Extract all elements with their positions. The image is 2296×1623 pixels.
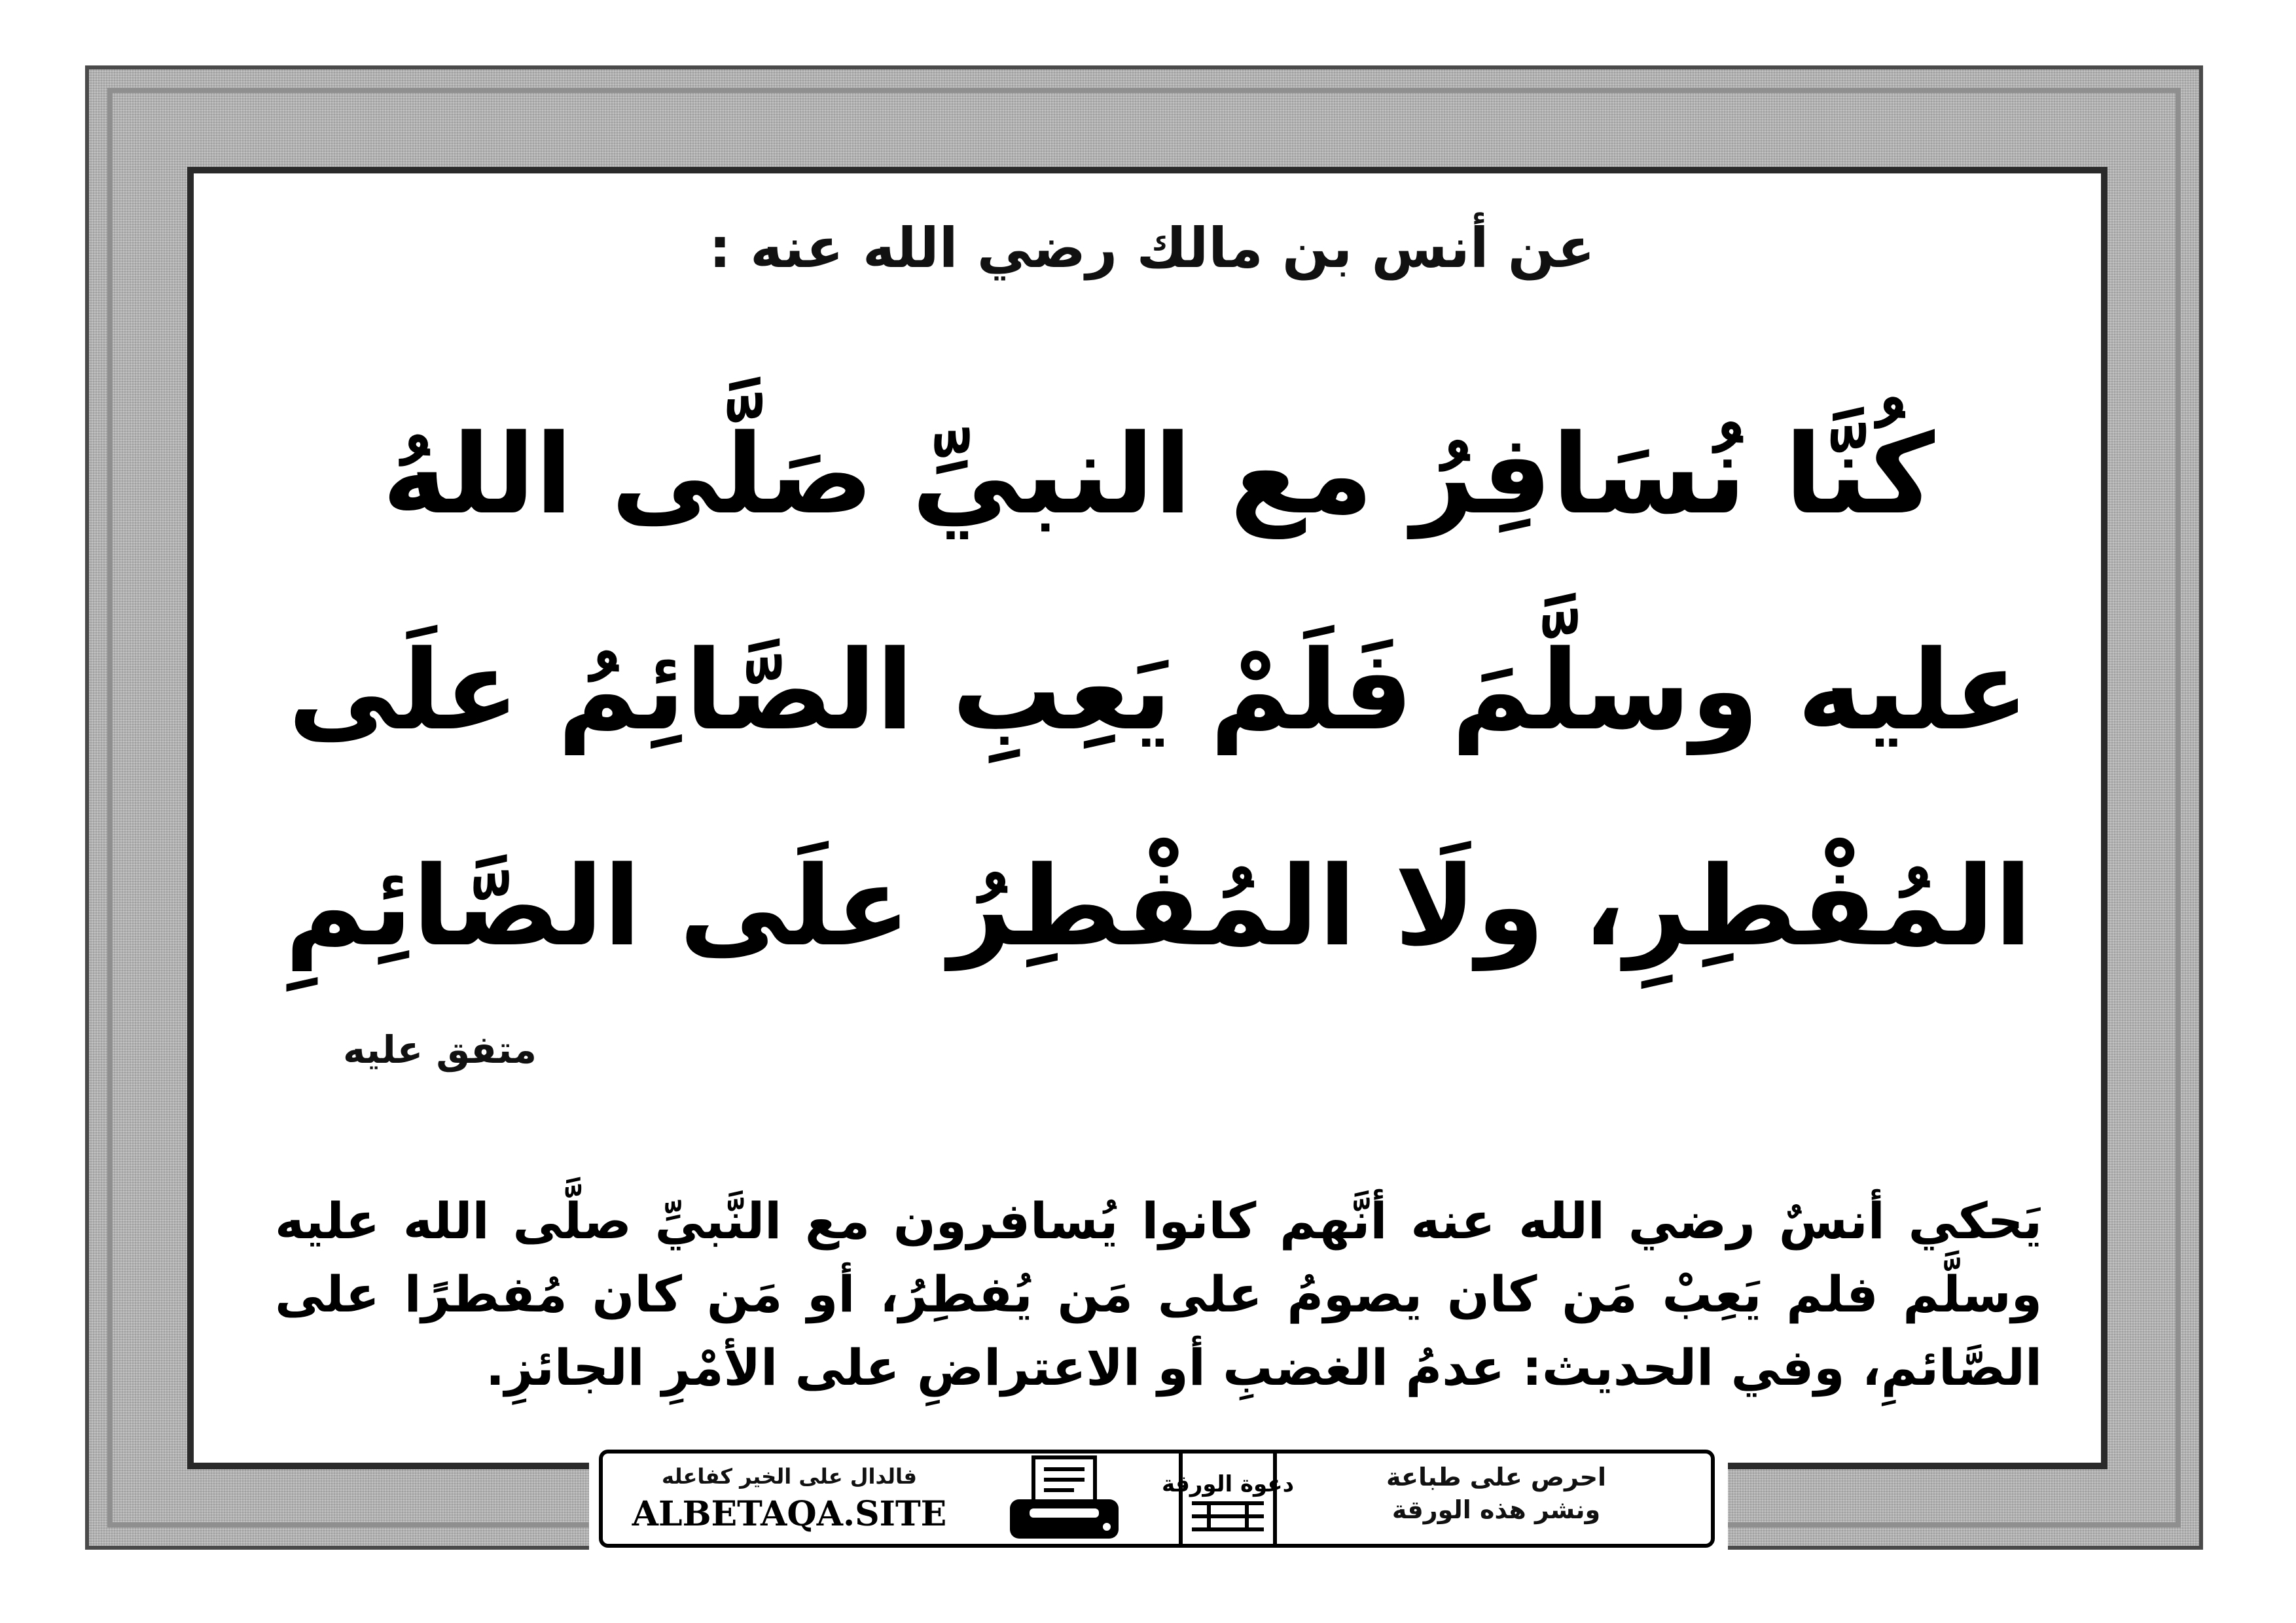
logo-emblem	[1161, 1454, 1295, 1544]
hadith-explanation: يَحكي أنسٌ رضي الله عنه أنَّهم كانوا يُسافرون مع النَّبيِّ صلَّى الله عليه وسلَّم فلم يَعِبْ مَن كان يصومُ على مَن يُفطِرُ، أو مَن كان مُفطرًا على الصَّائمِ، وفي الحديث: عدمُ الغضبِ أو الاعتراضِ على الأمْرِ الجائزِ.	[275, 1192, 2042, 1397]
site-link[interactable]: ALBETAQA.SITE	[632, 1494, 947, 1534]
printer-icon-graphic	[1002, 1454, 1126, 1544]
hadith-source: متفق عليه	[343, 1027, 537, 1072]
footer-print-note	[1283, 1454, 1709, 1544]
print-note-line-1: احرص على طباعة	[1386, 1463, 1607, 1491]
printer-icon	[1002, 1454, 1126, 1544]
footer-proverb: فالدال على الخير كفاعله	[662, 1464, 917, 1489]
print-note-line-2: ونشر هذه الورقة	[1391, 1495, 1601, 1524]
hadith-text: كُنَّا نُسَافِرُ مع النبيِّ صَلَّى اللهُ عليه وسلَّمَ فَلَمْ يَعِبِ الصَّائِمُ علَى المُفْطِرِ، ولَا المُفْطِرُ علَى الصَّائِمِ	[285, 410, 2032, 971]
narrator-heading: عن أنس بن مالك رضي الله عنه :	[709, 216, 1595, 280]
footer-site-block	[603, 1454, 976, 1544]
footer-bar	[599, 1450, 1715, 1548]
logo-text: دعوة الورقة	[1161, 1471, 1295, 1497]
logo-graphic	[1161, 1454, 1295, 1544]
